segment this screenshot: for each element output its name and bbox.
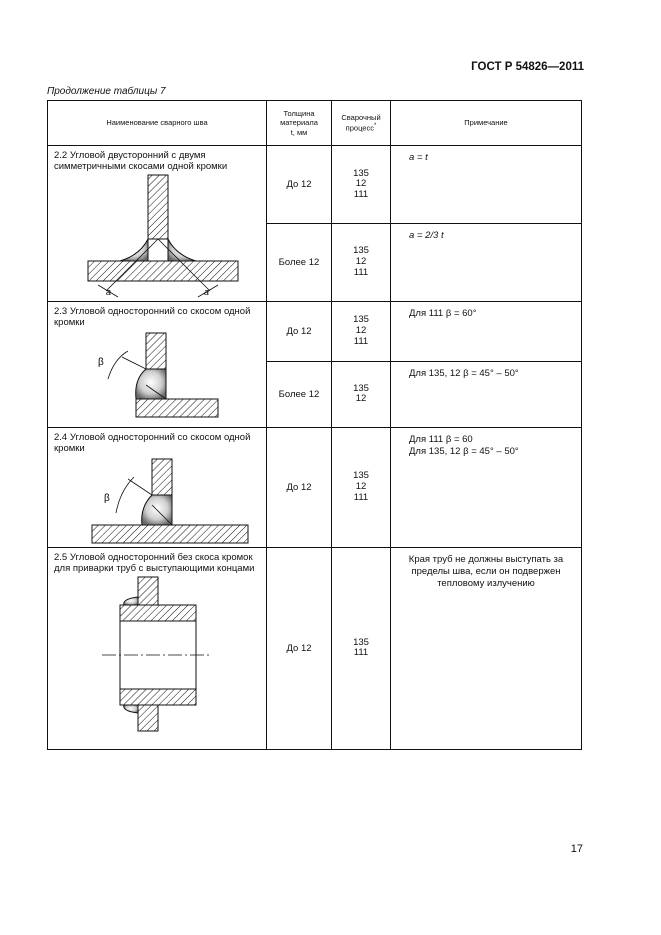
row-2-3b-note-cell xyxy=(391,361,582,427)
fig-label-beta: β xyxy=(98,356,104,368)
table-header-row xyxy=(48,101,582,146)
row-2-2b-process xyxy=(332,223,391,301)
process-value: 12 xyxy=(355,324,367,336)
document-header: ГОСТ Р 54826—2011 xyxy=(471,61,584,73)
row-2-2a-thickness: До 12 xyxy=(267,146,332,224)
col-header-note: Примечание xyxy=(391,101,582,146)
page-number: 17 xyxy=(570,843,583,855)
row-2-4-note-line2: Для 135, 12 β = 45° – 50° xyxy=(409,445,519,457)
process-value: 111 xyxy=(353,491,369,503)
row-2-4-name-cell xyxy=(48,427,267,547)
process-value: 135 xyxy=(353,314,369,326)
col-header-process-l2: процесс xyxy=(345,123,374,133)
col-header-process-star: * xyxy=(373,122,377,129)
weld-figure-2-4 xyxy=(48,455,267,545)
process-value: 111 xyxy=(353,647,369,659)
row-2-2a-note: a = t xyxy=(409,152,428,163)
col-header-name: Наименование сварного шва xyxy=(48,101,267,146)
process-value: 135 xyxy=(353,382,369,394)
table-row xyxy=(48,427,582,547)
row-2-5-note-cell xyxy=(391,547,582,749)
process-value: 111 xyxy=(353,335,369,347)
weld-figure-2-5 xyxy=(48,575,267,735)
row-2-4-name: 2.4 Угловой односторонний со скосом одной кромки xyxy=(54,431,251,455)
row-2-2-name: 2.2 Угловой двусторонний с двумя симметричными скосами одной кромки xyxy=(54,150,228,173)
table-continuation-caption: Продолжение таблицы 7 xyxy=(47,86,166,97)
process-value: 135 xyxy=(353,167,369,179)
row-2-2a-process xyxy=(332,146,391,224)
process-value: 111 xyxy=(353,188,369,200)
col-header-thickness-l1: Толщина xyxy=(283,108,315,118)
row-2-2-name-cell xyxy=(48,146,267,302)
row-2-2a-note-cell xyxy=(391,146,582,224)
process-value: 12 xyxy=(355,178,367,190)
row-2-5-thickness: До 12 xyxy=(267,547,332,749)
fig-label-a-right: a xyxy=(204,286,210,297)
col-header-thickness-l2: материала xyxy=(280,118,318,128)
row-2-3a-process xyxy=(332,301,391,361)
col-header-thickness-l3: t, мм xyxy=(290,127,308,137)
row-2-4-thickness: До 12 xyxy=(267,427,332,547)
row-2-2b-note: a = 2/3 t xyxy=(409,229,444,241)
row-2-5-name: 2.5 Угловой односторонний без скоса кромок для приварки труб с выступающими концами xyxy=(54,551,255,575)
process-value: 135 xyxy=(353,470,369,482)
weld-figure-2-2 xyxy=(48,173,267,301)
table-row xyxy=(48,301,582,361)
row-2-4-note-line1: Для 111 β = 60 xyxy=(409,433,473,445)
row-2-3b-process xyxy=(332,361,391,427)
process-value: 12 xyxy=(355,256,367,268)
process-value: 135 xyxy=(353,636,369,648)
fig-label-a-left: a xyxy=(106,286,112,297)
process-value: 12 xyxy=(355,480,367,492)
weld-figure-2-3 xyxy=(48,329,267,421)
col-header-thickness xyxy=(267,101,332,146)
row-2-5-name-cell xyxy=(48,547,267,749)
row-2-4-note-cell xyxy=(391,427,582,547)
table-row xyxy=(48,547,582,749)
row-2-3-name: 2.3 Угловой односторонний со скосом одной кромки xyxy=(54,305,251,329)
row-2-4-process xyxy=(332,427,391,547)
row-2-3a-note-cell xyxy=(391,301,582,361)
row-2-3-name-cell xyxy=(48,301,267,427)
process-value: 12 xyxy=(355,393,367,405)
process-value: 111 xyxy=(353,266,369,278)
col-header-process xyxy=(332,101,391,146)
row-2-3a-thickness: До 12 xyxy=(267,301,332,361)
row-2-3b-thickness: Более 12 xyxy=(267,361,332,427)
weld-table xyxy=(47,100,582,750)
table-row xyxy=(48,146,582,224)
col-header-process-l1: Сварочный xyxy=(341,113,381,123)
row-2-2b-note-cell xyxy=(391,223,582,301)
fig-label-beta: β xyxy=(104,492,110,504)
row-2-5-process xyxy=(332,547,391,749)
process-value: 135 xyxy=(353,245,369,257)
row-2-4-note xyxy=(391,428,581,458)
row-2-5-note: Края труб не должны выступать за пределы шва, если он подвержен тепловому излучению xyxy=(408,553,564,589)
row-2-2b-thickness: Более 12 xyxy=(267,223,332,301)
row-2-3a-note: Для 111 β = 60° xyxy=(409,307,477,319)
row-2-3b-note: Для 135, 12 β = 45° – 50° xyxy=(409,367,519,379)
